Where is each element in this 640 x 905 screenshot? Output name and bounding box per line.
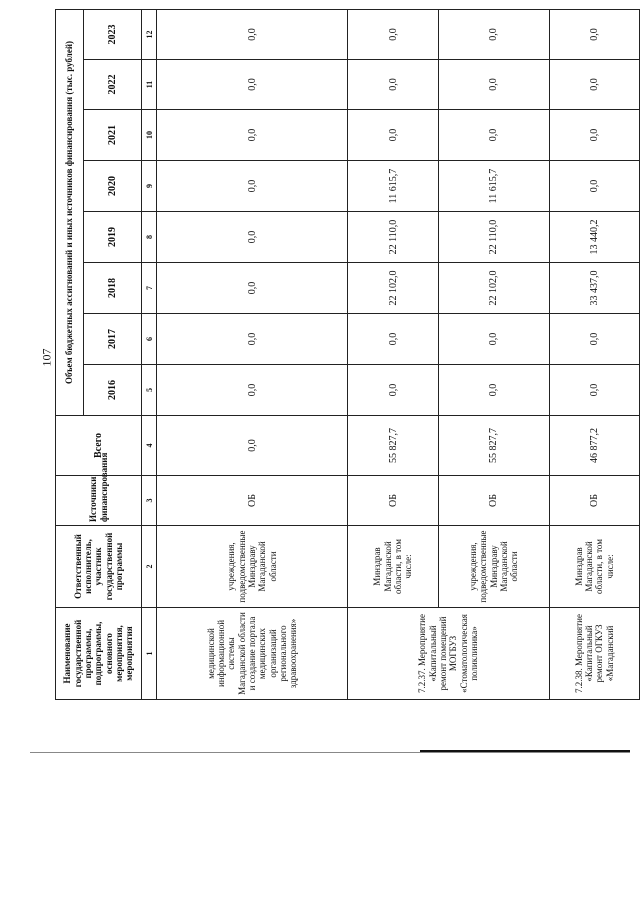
table-row bbox=[438, 9, 549, 699]
row-value: 0,0 bbox=[438, 9, 549, 59]
row-total: 0,0 bbox=[157, 416, 348, 476]
row-value: 33 437,0 bbox=[549, 263, 640, 314]
column-number: 9 bbox=[142, 161, 157, 212]
header-year: 2019 bbox=[84, 212, 142, 263]
row-total: 55 827,7 bbox=[348, 416, 438, 476]
column-number: 7 bbox=[142, 263, 157, 314]
row-executor: учреждения, подведомственные Минздраву Магаданской области bbox=[157, 526, 348, 608]
row-value: 22 110,0 bbox=[348, 212, 438, 263]
row-value: 0,0 bbox=[348, 314, 438, 365]
row-executor: Минздрав Магаданской области, в том числе: bbox=[348, 526, 438, 608]
rotated-table-wrapper bbox=[55, 10, 640, 700]
column-number: 5 bbox=[142, 365, 157, 416]
row-total: 55 827,7 bbox=[438, 416, 549, 476]
row-name: медицинской информационной системы Магаданской области и создание портала медицинских организаций регионального здравоохранения» bbox=[157, 608, 348, 700]
row-value: 0,0 bbox=[157, 161, 348, 212]
scan-divider-line-bold bbox=[420, 750, 630, 752]
row-source: ОБ bbox=[157, 476, 348, 526]
row-source: ОБ bbox=[438, 476, 549, 526]
row-value: 0,0 bbox=[438, 314, 549, 365]
row-value: 0,0 bbox=[549, 9, 640, 59]
column-number: 2 bbox=[142, 526, 157, 608]
row-executor: Минздрав Магаданской области, в том числе: bbox=[549, 526, 640, 608]
row-value: 0,0 bbox=[438, 60, 549, 110]
page-number: 107 bbox=[39, 348, 54, 367]
header-funding-group: Объем бюджетных ассигнований и иных источников финансирования (тыс. рублей) bbox=[56, 9, 84, 415]
row-value: 0,0 bbox=[438, 365, 549, 416]
row-value: 0,0 bbox=[157, 9, 348, 59]
row-value: 0,0 bbox=[348, 110, 438, 161]
rotated-table-area bbox=[55, 10, 640, 700]
row-value: 22 102,0 bbox=[348, 263, 438, 314]
header-year: 2018 bbox=[84, 263, 142, 314]
row-name: 7.2.37. Мероприятие «Капитальный ремонт помещений МОГБУЗ «Стоматологическая поликлиника» bbox=[348, 608, 549, 700]
row-value: 0,0 bbox=[549, 365, 640, 416]
header-executor: Ответственный исполнитель, участник государственной программы bbox=[56, 526, 142, 608]
row-value: 0,0 bbox=[549, 161, 640, 212]
row-value: 0,0 bbox=[157, 365, 348, 416]
header-year: 2016 bbox=[84, 365, 142, 416]
row-value: 11 615,7 bbox=[438, 161, 549, 212]
header-year: 2021 bbox=[84, 110, 142, 161]
header-year: 2017 bbox=[84, 314, 142, 365]
column-number: 10 bbox=[142, 110, 157, 161]
row-value: 0,0 bbox=[157, 263, 348, 314]
column-number: 3 bbox=[142, 476, 157, 526]
row-value: 0,0 bbox=[348, 60, 438, 110]
header-year: 2023 bbox=[84, 9, 142, 59]
budget-table bbox=[55, 9, 640, 700]
row-value: 22 110,0 bbox=[438, 212, 549, 263]
row-value: 0,0 bbox=[157, 110, 348, 161]
scan-divider-line bbox=[30, 752, 630, 753]
row-name: 7.2.38. Мероприятие «Капитальный ремонт ОГКУЗ «Магаданский bbox=[549, 608, 640, 700]
column-number: 6 bbox=[142, 314, 157, 365]
table-row bbox=[549, 9, 640, 699]
table-row bbox=[157, 9, 348, 699]
row-value: 0,0 bbox=[438, 110, 549, 161]
column-number: 12 bbox=[142, 9, 157, 59]
row-source: ОБ bbox=[549, 476, 640, 526]
row-value: 0,0 bbox=[157, 212, 348, 263]
header-year: 2022 bbox=[84, 60, 142, 110]
row-source: ОБ bbox=[348, 476, 438, 526]
table-row bbox=[348, 9, 438, 699]
row-value: 0,0 bbox=[549, 314, 640, 365]
row-total: 46 877,2 bbox=[549, 416, 640, 476]
row-value: 22 102,0 bbox=[438, 263, 549, 314]
row-value: 0,0 bbox=[348, 365, 438, 416]
column-number: 1 bbox=[142, 608, 157, 700]
header-source: Источники финансирования bbox=[56, 476, 142, 526]
row-value: 0,0 bbox=[549, 60, 640, 110]
column-number: 8 bbox=[142, 212, 157, 263]
row-value: 0,0 bbox=[348, 9, 438, 59]
header-year: 2020 bbox=[84, 161, 142, 212]
column-number: 11 bbox=[142, 60, 157, 110]
header-program-name: Наименование государственной программы, подпрограммы, основного мероприятия, мероприятия bbox=[56, 608, 142, 700]
row-value: 13 440,2 bbox=[549, 212, 640, 263]
row-value: 0,0 bbox=[157, 60, 348, 110]
row-executor: учреждения, подведомственные Минздраву Магаданской области bbox=[438, 526, 549, 608]
row-value: 11 615,7 bbox=[348, 161, 438, 212]
row-value: 0,0 bbox=[157, 314, 348, 365]
header-total: Всего bbox=[56, 416, 142, 476]
column-number: 4 bbox=[142, 416, 157, 476]
row-value: 0,0 bbox=[549, 110, 640, 161]
